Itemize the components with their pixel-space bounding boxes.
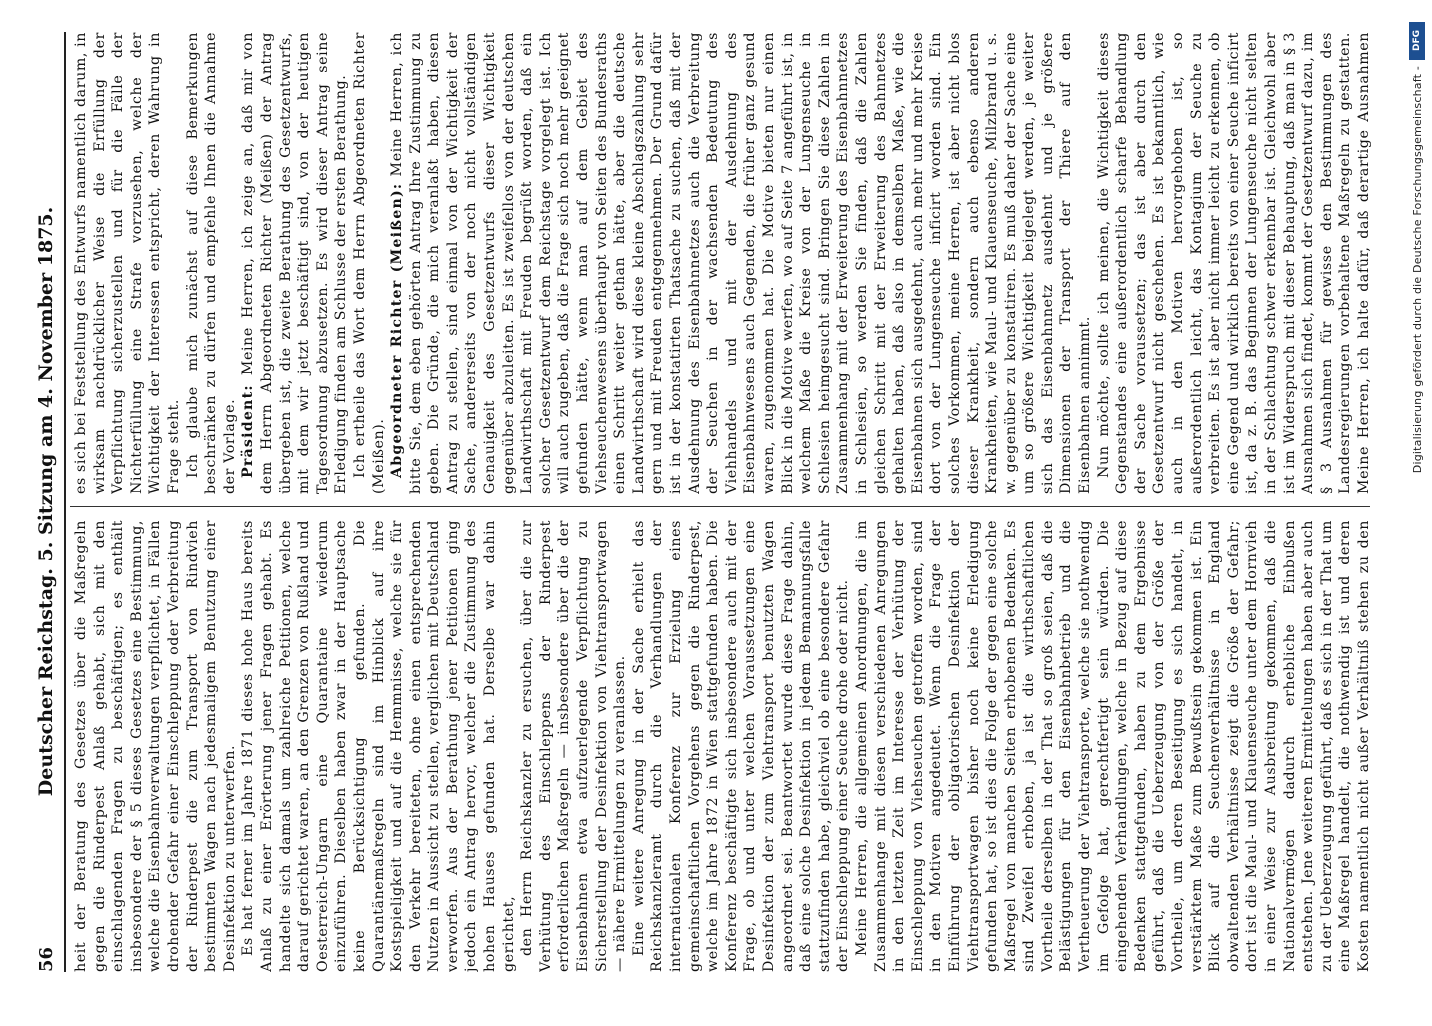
speaker-name: Präsident: [240, 384, 257, 478]
page-header [30, 32, 62, 972]
credit-text: Digitalisierung gefördert durch die Deutsche Forschungsgemeinschaft - [1410, 66, 1424, 474]
paragraph: Ich ertheile das Wort dem Herrn Abgeordneten Richter (Meißen). [351, 32, 387, 494]
paragraph: es sich bei Feststellung des Entwurfs namentlich darum, in wirksam nachdrücklicher Weise die Erfüllung der Verpflichtung sicherzustellen und für die Fälle der Nichterfüllung eine Strafe vorzusehen, welche der Wichtigkeit der Interessen entspricht, deren Wahrung in Frage steht. [73, 32, 182, 494]
paragraph: Es hat ferner im Jahre 1871 dieses hohe Haus bereits Anlaß zu einer Erörterung jener Fragen gehabt. Es handelte sich damals um zahlreiche Petitionen, welche darauf gerichtet waren, an den Grenzen von Rußland und Oesterreich-Ungarn eine Quarantaine wiederum einzuführen. Dieselben haben zwar in der Hauptsache keine Berücksichtigung gefunden. Die Quarantänemaßregeln sind im Hinblick auf ihre Kostspieligkeit und auf die Hemmnisse, welche sie für den Verkehr bereiteten, ohne einen entsprechenden Nutzen in Aussicht zu stellen, verglichen mit Deutschland verworfen. Aus der Berathung jener Petitionen ging jedoch ein Antrag hervor, welcher die Zustimmung des hohen Hauses gefunden hat. Derselbe war dahin gerichtet, [240, 520, 517, 972]
speaker-name: Abgeordneter Richter (Meißen): [389, 182, 406, 478]
paragraph: den Herrn Reichskanzler zu ersuchen, über die zur Verhütung des Einschleppens der Rinderpest erforderlichen Maßregeln — insbesondere über die der Eisenbahnen etwa aufzuerlegende Verpflichtung zu Sicherstellung der Desinfektion von Viehtransportwagen — nähere Ermittelungen zu veranlassen. [519, 520, 629, 972]
page-number: 56 [35, 946, 57, 972]
speech-paragraph [388, 32, 1095, 494]
left-column [72, 520, 1372, 972]
column-divider [70, 506, 1370, 507]
paragraph: Nun möchte, sollte ich meinen, die Wichtigkeit dieses Gegenstandes eine außerordentlich scharfe Behandlung der Sache voraussetzen; das ist aber durch den Gesetzentwurf nicht geschehen. Es ist bekanntlich, wie auch in den Motiven hervorgehoben ist, so außerordentlich leicht, das Kontagium der Seuche zu verbreiten. Es ist aber nicht immer leicht zu erkennen, ob eine Gegend und wirklich bereits von einer Seuche inficirt ist, da z. B. das Beginnen der Lungenseuche nicht selten in der Schlachtung schwer erkennbar ist. Gleichwohl aber ist im Widerspruch mit dieser Behauptung, daß man in § 3 Ausnahmen sich findet, kommt der Gesetzentwurf dazu, im § 3 Ausnahmen für gewisse den Bestimmungen des Landesregierungen vorbehaltene Maßregeln zu gestatten. Meine Herren, ich halte dafür, daß derartige Ausnahmen [1095, 32, 1372, 494]
digitization-credit [1408, 66, 1426, 1026]
speech-text: Meine Herren, ich bitte Sie, dem eben gehörten Antrag Ihre Zustimmung zu geben. Die Gründe, die mich veranlaßt haben, diesen Antrag zu stellen, sind einmal von der Wichtigkeit der Sache, andererseits von der noch nicht vollständigen Genauigkeit des Gesetzentwurfs dieser Wichtigkeit gegenüber abzuleiten. Es ist zweifellos von der deutschen Landwirthschaft mit Freuden begrüßt worden, daß ein solcher Gesetzentwurf dem Reichstage vorgelegt ist. Ich will auch zugeben, daß die Frage sich noch mehr geeignet gefunden hätte, wenn man auf dem Gebiet des Viehseuchenwesens überhaupt von Seiten des Bundesraths einen Schritt weiter gethan hätte, aber die deutsche Landwirthschaft wird diese kleine Abschlagszahlung sehr gern und mit Freuden entgegennehmen. Der Grund dafür ist in der konstatirten Thatsache zu suchen, daß mit der Ausdehnung des Eisenbahnnetzes auch die Verbreitung der Seuchen in der wachsenden Bedeutung des Viehhandels und mit der Ausdehnung des Eisenbahnwesens auch Gegenden, die früher ganz gesund waren, zugenommen hat. Die Motive bieten nur einen Blick in die Motive werfen, wo auf Seite 7 angeführt ist, in welchem Maße die Kreise von der Lungenseuche in Schlesien heimgesucht sind. Bringen Sie diese Zahlen in Zusammenhang mit der Erweiterung des Eisenbahnnetzes in Schlesien, so werden Sie finden, daß die Zahlen gleichen Schritt mit der Erweiterung des Bahnnetzes gehalten haben, daß also in demselben Maße, wie die Eisenbahnen sich ausgedehnt, auch mehr und mehr Kreise dort von der Lungenseuche inficirt worden sind. Ein solches Vorkommen, meine Herren, ist aber nicht blos dieser Krankheit, sondern auch ebenso anderen Krankheiten, wie Maul- und Klauenseuche, Milzbrand u. s. w. gegenüber zu konstatiren. Es muß daher der Sache eine um so größere Wichtigkeit beigelegt werden, je weiter sich das Eisenbahnnetz ausdehnt und je größere Dimensionen der Transport der Thiere auf den Eisenbahnen annimmt. [389, 32, 1094, 494]
paragraph: heit der Beratung des Gesetzes über die Maßregeln gegen die Rinderpest Anlaß gehabt, sich mit den einschlagenden Fragen zu beschäftigen; es enthält insbesondere der § 5 dieses Gesetzes eine Bestimmung, welche die Eisenbahnverwaltungen verpflichtet, in Fällen drohender Gefahr einer Einschleppung oder Verbreitung der Rinderpest die zum Transport von Rindvieh bestimmten Wagen nach jedesmaligem Benutzung einer Desinfektion zu unterwerfen. [73, 520, 238, 972]
dfg-badge-text: DFG [1412, 30, 1422, 52]
right-column [72, 32, 1372, 494]
page-title: Deutscher Reichstag. 5. Sitzung am 4. November 1875. [35, 206, 57, 797]
paragraph: Ich glaube mich zunächst auf diese Bemerkungen beschränken zu dürfen und empfehle Ihnen die Annahme der Vorlage. [184, 32, 238, 494]
speech-text: Meine Herren, ich zeige an, daß mir von dem Herrn Abgeordneten Richter (Meißen) der Antrag übergeben ist, die zweite Berathung des Gesetzentwurfs, mit dem wir jetzt beschäftigt sind, von der heutigen Tagesordnung abzusetzen. Es wird dieser Antrag seine Erledigung finden am Schlusse der ersten Berathung. [240, 32, 350, 494]
header-rule [64, 32, 66, 972]
paragraph: Eine weitere Anregung in der Sache erhielt das Reichskanzleramt durch die Verhandlungen der internationalen Konferenz zur Erzielung eines gemeinschaftlichen Vorgehens gegen die Rinderpest, welche im Jahre 1872 in Wien stattgefunden haben. Die Konferenz beschäftigte sich insbesondere auch mit der Frage, ob und unter welchen Voraussetzungen eine Desinfektion der zum Viehtransport benutzten Wagen angeordnet sei. Beantwortet wurde diese Frage dahin, daß eine solche Desinfektion in jedem Bemannungsfalle stattzufinden habe, gleichviel ob eine besondere Gefahr der Einschleppung einer Seuche drohe oder nicht. [630, 520, 852, 972]
dfg-logo-badge [1409, 22, 1425, 60]
speech-paragraph [239, 32, 351, 494]
paragraph: Meine Herren, die allgemeinen Anordnungen, die im Zusammenhange mit diesen verschiedenen Anregungen in den letzten Zeit im Interesse der Verhütung der Einschleppung von Viehseuchen getroffen worden, sind in den Motiven angedeutet. Wenn die Frage der Einführung der obligatorischen Desinfektion der Viehtransportwagen bisher noch keine Erledigung gefunden hat, so ist dies die Folge der gegen eine solche Maßregel von manchen Seiten erhobenen Bedenken. Es sind Zweifel erhoben, ja ist die wirthschaftlichen Vortheile derselben in der That so groß seien, daß die Belästigungen für den Eisenbahnbetrieb und die Vertheuerung der Viehtransporte, welche sie nothwendig im Gefolge hat, gerechtfertigt sein würden. Die eingehenden Verhandlungen, welche in Bezug auf diese Bedenken stattgefunden, haben zu dem Ergebnisse geführt, daß die Ueberzeugung von der Größe der Vortheile, um deren Beseitigung es sich handelt, in verstärktem Maße zum Bewußtsein gekommen ist. Ein Blick auf die Seuchenverhältnisse in England obwaltenden Verhältnisse zeigt die Größe der Gefahr; dort ist die Maul- und Klauenseuche unter dem Hornvieh in einer Weise zur Ausbreitung gekommen, daß die Nationalvermögen dadurch erhebliche Einbußen entstehen. Jene weiteren Ermittelungen haben aber auch zu der Ueberzeugung geführt, daß es sich in der That um eine Maßregel handelt, die nothwendig ist und deren Kosten namentlich nicht außer Verhältniß stehen zu den [853, 520, 1372, 972]
